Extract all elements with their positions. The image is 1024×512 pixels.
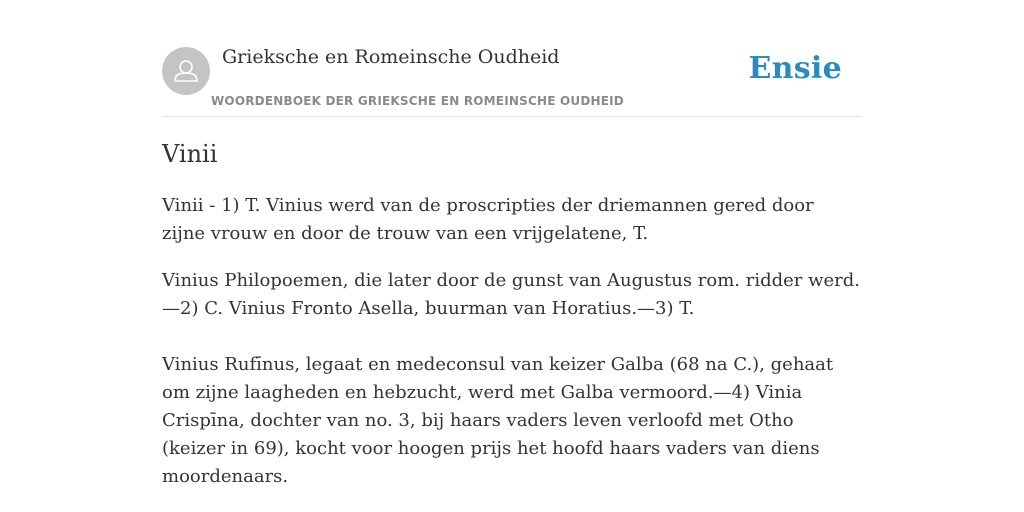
source-avatar[interactable] bbox=[162, 47, 210, 95]
entry-paragraph: Vinius Rufīnus, legaat en medeconsul van keizer Galba (68 na C.), gehaat om zijne laagheden en hebzucht, werd met Galba vermoord.—4) Vinia Crispīna, dochter van no. 3, bij haars vaders leven verloofd met Otho (keizer in 69), kocht voor hoogen prijs het hoofd haars vaders van diens moordenaars. bbox=[162, 354, 834, 487]
source-title-link[interactable]: Grieksche en Romeinsche Oudheid bbox=[222, 46, 560, 68]
source-subtitle: WOORDENBOEK DER GRIEKSCHE EN ROMEINSCHE OUDHEID bbox=[211, 94, 624, 108]
entry-paragraph: Vinius Philopoemen, die later door de gunst van Augustus rom. ridder werd.—2) C. Vinius Fronto Asella, buurman van Horatius.—3) T. bbox=[162, 270, 861, 319]
source-header bbox=[162, 0, 862, 117]
user-avatar-icon bbox=[162, 47, 210, 95]
ensie-logo-link[interactable]: Ensie bbox=[748, 51, 842, 86]
entry-title: Vinii bbox=[162, 140, 218, 168]
entry-paragraph: Vinii - 1) T. Vinius werd van de proscripties der driemannen gered door zijne vrouw en door de trouw van een vrijgelatene, T. bbox=[162, 195, 814, 244]
